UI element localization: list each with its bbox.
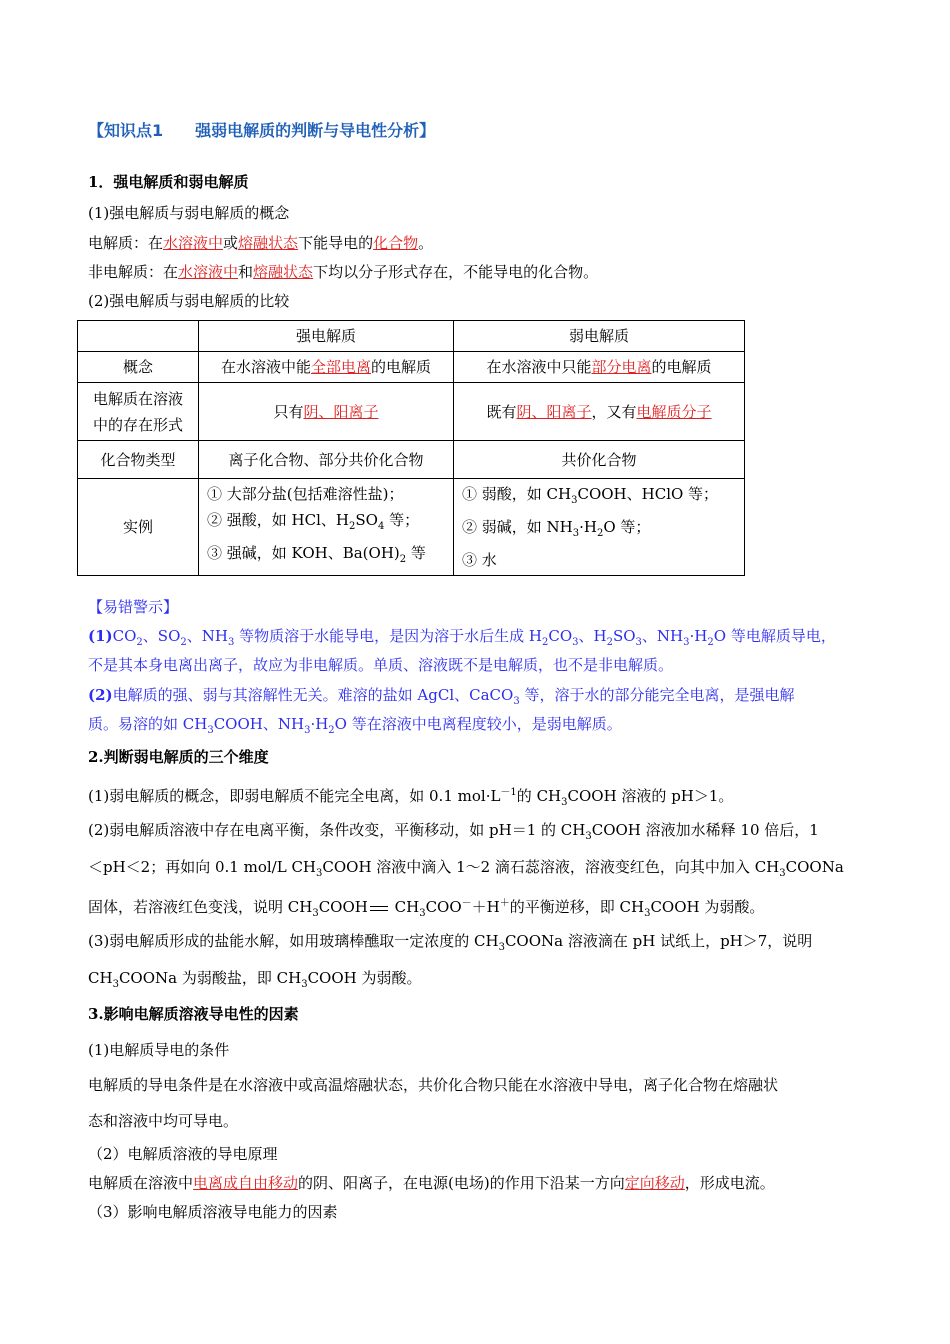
section3-heading: 3.影响电解质溶液导电性的因素	[88, 1005, 299, 1023]
section2-line5: (3)弱电解质形成的盐能水解，如用玻璃棒醮取一定浓度的 $CH_3COONa$ 溶液滴在 pH 试纸上，pH＞7，说明	[88, 932, 813, 953]
cell-strong-example: ① 大部分盐(包括难溶性盐)； ② 强酸，如 HCl、$H_2SO_4$ 等； ③ 强碱，如 KOH、$Ba(OH)_2$ 等	[199, 479, 454, 576]
warning-line3: (2)电解质的强、弱与其溶解性无关。难溶的盐如 AgCl、CaCO$_3$ 等，溶于水的部分能完全电离，是强电解	[88, 686, 795, 707]
row-label-concept: 概念	[78, 352, 199, 383]
table-corner	[78, 321, 199, 352]
cell-weak-form: 既有阴、阳离子，又有电解质分子	[454, 383, 745, 441]
comparison-table	[77, 320, 745, 576]
section1-p4: (2)强电解质与弱电解质的比较	[88, 292, 290, 310]
electrolyte-definition: 电解质：在水溶液中或熔融状态下能导电的化合物。	[88, 234, 434, 252]
warning-line1: $(1)CO_2$、$SO_2$、$NH_3$ 等物质溶于水能导电，是因为溶于水后生成 $H_2CO_3$、$H_2SO_3$、$NH_3\cdot H_2O$ 等电解质导电，	[88, 627, 836, 648]
cell-weak-type: 共价化合物	[454, 441, 745, 479]
section2-line1: (1)弱电解质的概念，即弱电解质不能完全电离，如 0.1 $mol\cdot L^{-1}$的 $CH_3COOH$ 溶液的 pH＞1。	[88, 787, 734, 808]
header-strong: 强电解质	[199, 321, 454, 352]
section2-line6: $CH_3COONa$ 为弱酸盐，即 $CH_3COOH$ 为弱酸。	[88, 969, 422, 990]
cell-strong-type: 离子化合物、部分共价化合物	[199, 441, 454, 479]
section3-line6: （3）影响电解质溶液导电能力的因素	[88, 1203, 338, 1221]
row-label-example: 实例	[78, 479, 199, 576]
non-electrolyte-definition: 非电解质：在水溶液中和熔融状态下均以分子形式存在，不能导电的化合物。	[88, 263, 599, 281]
section3-line1: (1)电解质导电的条件	[88, 1041, 230, 1059]
section2-line2: (2)弱电解质溶液中存在电离平衡，条件改变，平衡移动，如 pH＝1 的 $CH_3COOH$ 溶液加水稀释 10 倍后，1	[88, 821, 819, 842]
section3-line3: 态和溶液中均可导电。	[88, 1112, 239, 1130]
knowledge-point-title: 【知识点1 强弱电解质的判断与导电性分析】	[88, 121, 436, 140]
row-label-type: 化合物类型	[78, 441, 199, 479]
section2-heading: 2.判断弱电解质的三个维度	[88, 748, 269, 766]
cell-weak-example: ① 弱酸，如 $CH_3COOH$、HClO 等； ② 弱碱，如 $NH_3\cdot H_2O$ 等； ③ 水	[454, 479, 745, 576]
section2-line4: 固体，若溶液红色变浅，说明 $CH_3COOH$ $CH_3COO^-+H^+$的平衡逆移，即 $CH_3COOH$ 为弱酸。	[88, 898, 765, 919]
cell-weak-concept: 在水溶液中只能部分电离的电解质	[454, 352, 745, 383]
warning-line4: 质。易溶的如 $CH_3COOH$、$NH_3\cdot H_2O$ 等在溶液中电离程度较小，是弱电解质。	[88, 715, 622, 736]
section2-line3: ＜pH＜2；再如向 0.1 mol/L $CH_3COOH$ 溶液中滴入 1～2 滴石蕊溶液，溶液变红色，向其中加入 $CH_3COONa$	[88, 858, 844, 879]
section1-heading: 1．强电解质和弱电解质	[88, 173, 249, 191]
row-label-form: 电解质在溶液 中的存在形式	[78, 383, 199, 441]
header-weak: 弱电解质	[454, 321, 745, 352]
warning-title: 【易错警示】	[88, 598, 179, 616]
equilibrium-arrow-icon	[368, 903, 390, 913]
section1-p1: (1)强电解质与弱电解质的概念	[88, 204, 290, 222]
section3-line2: 电解质的导电条件是在水溶液中或高温熔融状态，共价化合物只能在水溶液中导电，离子化合物在熔融状	[88, 1076, 779, 1094]
cell-strong-concept: 在水溶液中能全部电离的电解质	[199, 352, 454, 383]
warning-line2: 不是其本身电离出离子，故应为非电解质。单质、溶液既不是电解质，也不是非电解质。	[88, 656, 674, 674]
section3-line4: （2）电解质溶液的导电原理	[88, 1145, 278, 1163]
cell-strong-form: 只有阴、阳离子	[199, 383, 454, 441]
section3-line5: 电解质在溶液中电离成自由移动的阴、阳离子，在电源(电场)的作用下沿某一方向定向移动，形成电流。	[88, 1174, 775, 1192]
